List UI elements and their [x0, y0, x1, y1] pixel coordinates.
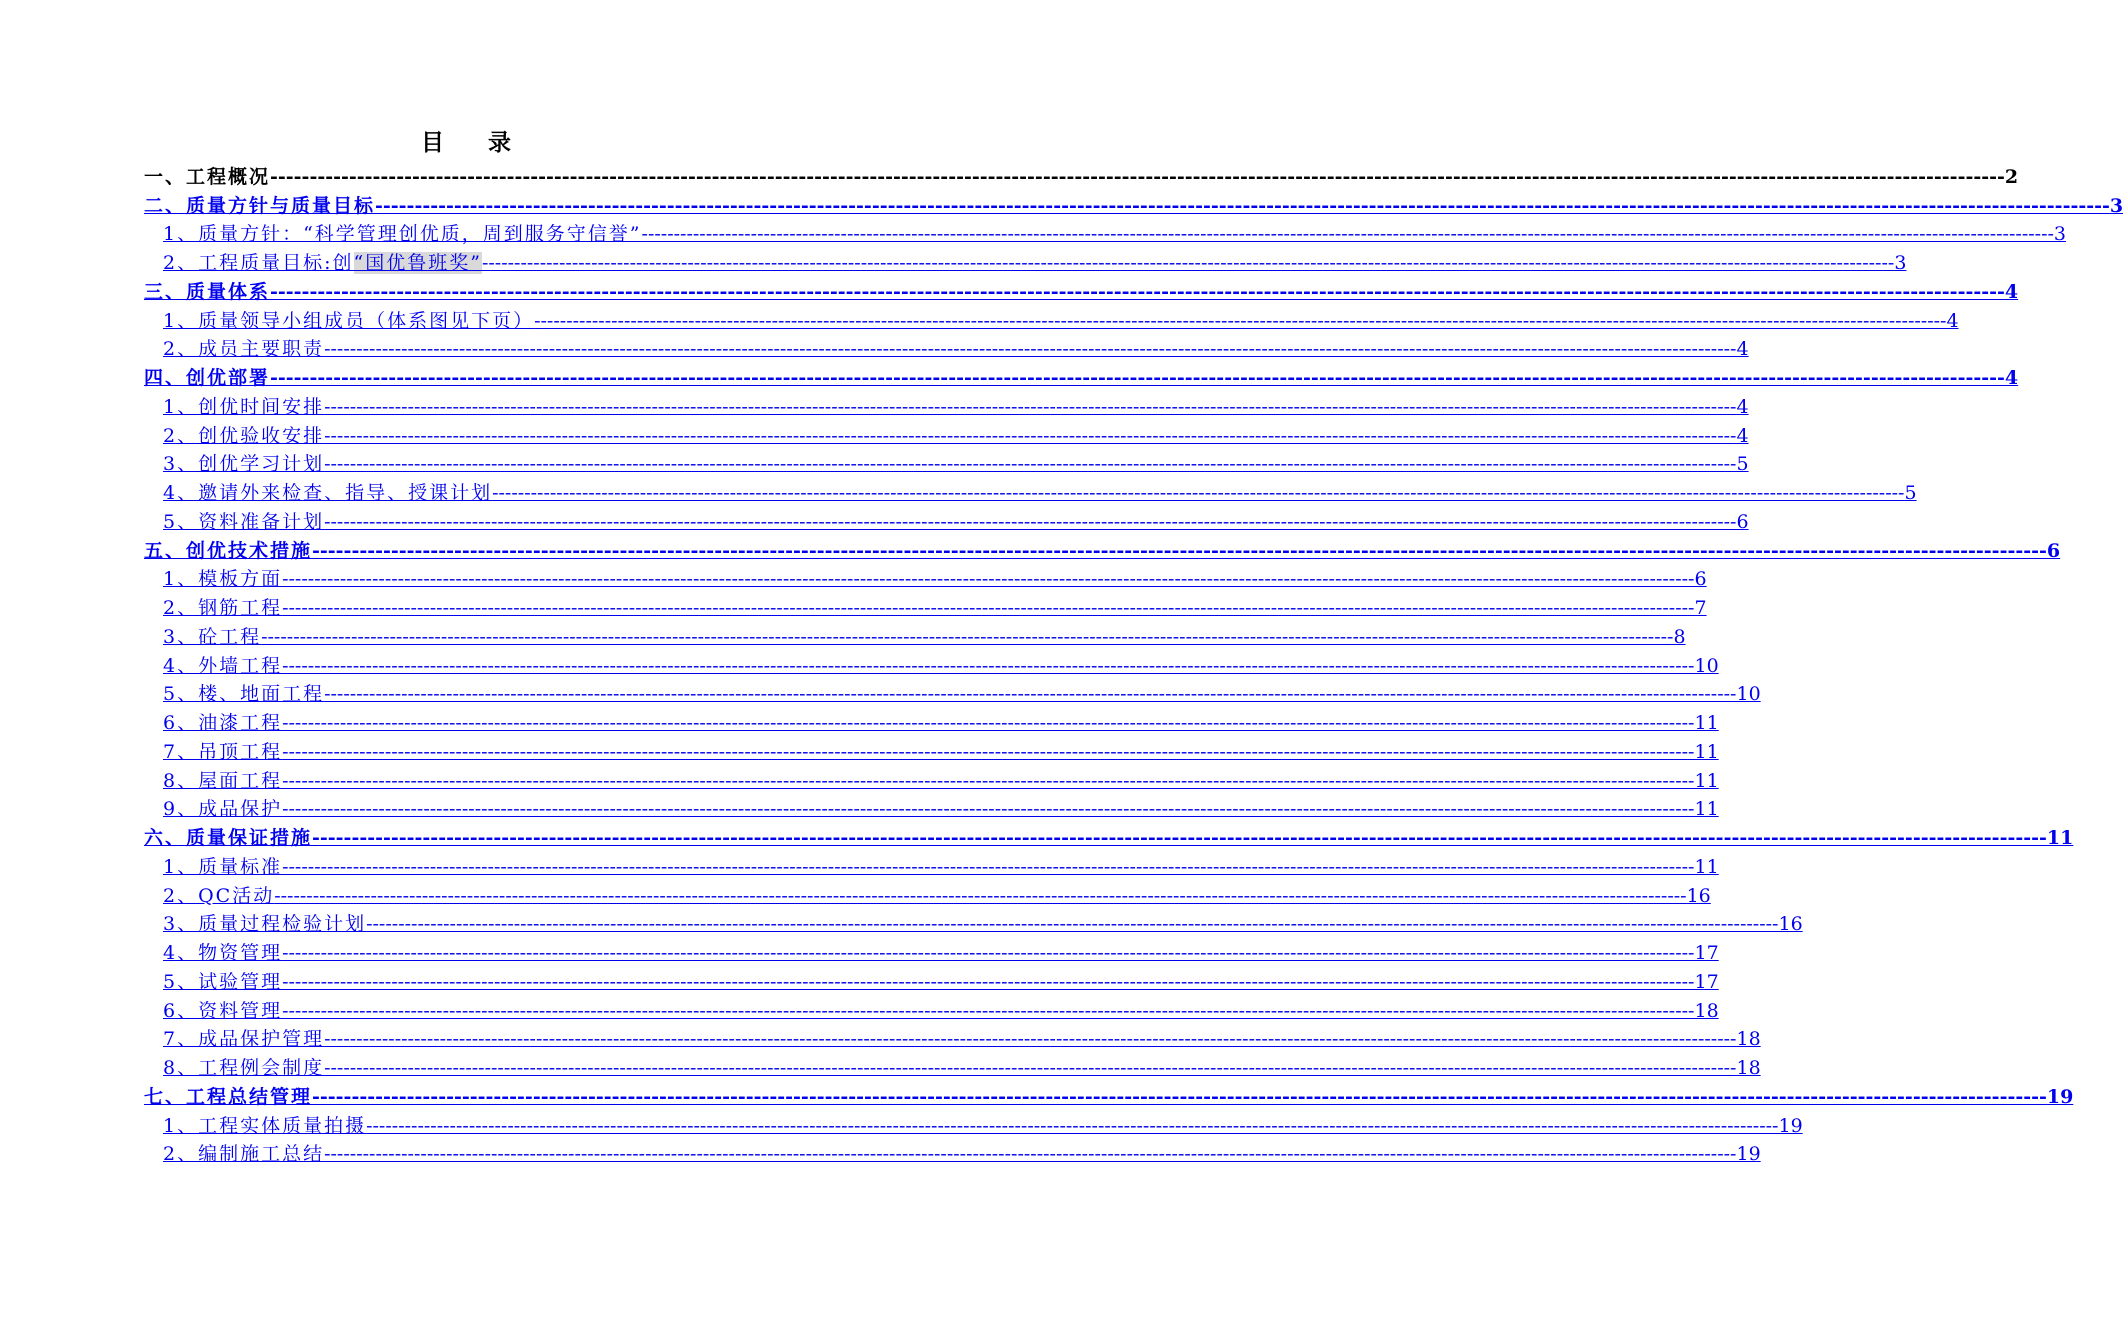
toc-page-number: 11 [1694, 798, 1719, 821]
toc-page-number: 19 [1736, 1143, 1761, 1166]
toc-dot-leader: ---------------------------------------------------------------------------------------------------------------------------------------------------------------------------------------------------------------------------- [270, 280, 2005, 303]
toc-entry-title: 1、质量方针：“科学管理创优质，周到服务守信誉” [163, 223, 642, 246]
toc-dot-leader: ---------------------------------------------------------------------------------------------------------------------------------------------------------------------------------------------------------------------------- [324, 424, 1737, 447]
toc-subsection-entry[interactable] [144, 564, 1707, 593]
toc-section-entry[interactable] [144, 822, 2074, 851]
toc-page-number: 11 [1694, 855, 1719, 878]
toc-page-number: 4 [2004, 280, 2019, 303]
toc-section-entry [144, 161, 2019, 190]
toc-dot-leader: ---------------------------------------------------------------------------------------------------------------------------------------------------------------------------------------------------------------------------- [282, 654, 1695, 677]
toc-subsection-entry[interactable] [144, 851, 1719, 880]
toc-dot-leader: ---------------------------------------------------------------------------------------------------------------------------------------------------------------------------------------------------------------------------- [282, 740, 1695, 763]
toc-page-number: 3 [2053, 223, 2067, 246]
toc-entry-title: 3、质量过程检验计划 [163, 913, 367, 936]
toc-entry-title: 二、质量方针与质量目标 [144, 194, 376, 217]
toc-subsection-entry[interactable] [144, 1052, 1761, 1081]
toc-entry-title: 1、模板方面 [163, 568, 283, 591]
toc-dot-leader: ---------------------------------------------------------------------------------------------------------------------------------------------------------------------------------------------------------------------------- [534, 309, 1947, 332]
toc-entry-title: 4、邀请外来检查、指导、授课计划 [163, 482, 493, 504]
toc-dot-leader: ---------------------------------------------------------------------------------------------------------------------------------------------------------------------------------------------------------------------------- [324, 1057, 1737, 1079]
toc-page-number: 3 [2109, 194, 2123, 217]
toc-dot-leader: ---------------------------------------------------------------------------------------------------------------------------------------------------------------------------------------------------------------------------- [282, 597, 1695, 619]
toc-page-number: 18 [1736, 1057, 1761, 1079]
toc-page-number: 18 [1736, 1028, 1761, 1051]
toc-dot-leader: ---------------------------------------------------------------------------------------------------------------------------------------------------------------------------------------------------------------------------- [274, 884, 1687, 907]
toc-entry-title: 五、创优技术措施 [144, 539, 313, 562]
toc-page-number: 11 [1694, 712, 1719, 734]
toc-page-number: 6 [2046, 539, 2061, 562]
toc-entry-title: 1、质量领导小组成员（体系图见下页） [163, 309, 535, 332]
toc-page-number: 16 [1778, 913, 1803, 936]
toc-dot-leader: ---------------------------------------------------------------------------------------------------------------------------------------------------------------------------------------------------------------------------- [270, 165, 2005, 188]
toc-page-number: 5 [1904, 482, 1917, 504]
toc-subsection-entry[interactable] [144, 1024, 1761, 1053]
toc-entry-title: 三、质量体系 [144, 280, 271, 303]
toc-entry-title: 1、质量标准 [163, 855, 283, 878]
toc-entry-title: 六、质量保证措施 [144, 827, 313, 849]
toc-page-number: 19 [2046, 1085, 2074, 1108]
toc-title: 目 录 [420, 129, 529, 156]
toc-dot-leader: ---------------------------------------------------------------------------------------------------------------------------------------------------------------------------------------------------------------------------- [261, 625, 1674, 648]
toc-subsection-entry[interactable] [144, 880, 1711, 909]
toc-dot-leader: ---------------------------------------------------------------------------------------------------------------------------------------------------------------------------------------------------------------------------- [282, 942, 1695, 964]
toc-subsection-entry[interactable] [144, 247, 1907, 276]
toc-subsection-entry[interactable] [144, 679, 1761, 708]
toc-page-number: 4 [1736, 395, 1749, 418]
toc-dot-leader: ---------------------------------------------------------------------------------------------------------------------------------------------------------------------------------------------------------------------------- [282, 798, 1695, 821]
toc-subsection-entry[interactable] [144, 966, 1719, 995]
toc-entry-title: 6、油漆工程 [163, 712, 283, 734]
toc-subsection-entry[interactable] [144, 420, 1749, 449]
toc-page-number: 2 [2004, 165, 2019, 188]
toc-entry-title: 七、工程总结管理 [144, 1085, 313, 1108]
toc-subsection-entry[interactable] [144, 334, 1749, 363]
toc-entry-title: 9、成品保护 [163, 798, 283, 821]
toc-dot-leader: ---------------------------------------------------------------------------------------------------------------------------------------------------------------------------------------------------------------------------- [324, 1143, 1737, 1166]
toc-page-number: 8 [1673, 625, 1686, 648]
toc-entry-title: 2、钢筋工程 [163, 597, 283, 619]
toc-section-entry[interactable] [144, 276, 2019, 305]
toc-page-number: 6 [1736, 510, 1749, 533]
toc-dot-leader: ---------------------------------------------------------------------------------------------------------------------------------------------------------------------------------------------------------------------------- [282, 712, 1695, 734]
toc-entry-title: 5、楼、地面工程 [163, 683, 325, 706]
toc-dot-leader: ---------------------------------------------------------------------------------------------------------------------------------------------------------------------------------------------------------------------------- [324, 510, 1737, 533]
toc-entry-title: 3、砼工程 [163, 625, 262, 648]
toc-dot-leader: ---------------------------------------------------------------------------------------------------------------------------------------------------------------------------------------------------------------------------- [312, 827, 2047, 849]
toc-page-number: 16 [1686, 884, 1711, 907]
toc-subsection-entry[interactable] [144, 621, 1686, 650]
toc-page-number: 5 [1736, 453, 1749, 476]
toc-dot-leader: ---------------------------------------------------------------------------------------------------------------------------------------------------------------------------------------------------------------------------- [641, 223, 2054, 246]
toc-subsection-entry[interactable] [144, 219, 2067, 248]
toc-subsection-entry[interactable] [144, 707, 1719, 736]
highlighted-text: “国优鲁班奖” [353, 252, 482, 274]
toc-entry-title: 3、创优学习计划 [163, 453, 325, 476]
toc-page-number: 17 [1694, 942, 1719, 964]
toc-dot-leader: ---------------------------------------------------------------------------------------------------------------------------------------------------------------------------------------------------------------------------- [312, 1085, 2047, 1108]
toc-page-number: 19 [1778, 1114, 1803, 1137]
toc-section-entry[interactable] [144, 1081, 2074, 1110]
toc-dot-leader: ---------------------------------------------------------------------------------------------------------------------------------------------------------------------------------------------------------------------------- [492, 482, 1905, 504]
toc-entry-title: 5、资料准备计划 [163, 510, 325, 533]
toc-page-number: 4 [1736, 424, 1749, 447]
toc-page-number: 10 [1694, 654, 1719, 677]
toc-entry-title: 4、物资管理 [163, 942, 283, 964]
toc-dot-leader: ---------------------------------------------------------------------------------------------------------------------------------------------------------------------------------------------------------------------------- [324, 453, 1737, 476]
toc-page-number: 4 [1736, 338, 1749, 361]
toc-subsection-entry[interactable] [144, 794, 1719, 823]
toc-subsection-entry[interactable] [144, 995, 1719, 1024]
toc-page-number: 17 [1694, 970, 1719, 993]
toc-entry-title: 1、创优时间安排 [163, 395, 325, 418]
toc-page-number: 11 [1694, 769, 1719, 792]
toc-entry-title: 2、QC活动 [163, 884, 275, 907]
toc-subsection-entry[interactable] [144, 305, 1959, 334]
toc-entry-title: 2、工程质量目标:创“国优鲁班奖” [163, 252, 482, 274]
toc-dot-leader: ---------------------------------------------------------------------------------------------------------------------------------------------------------------------------------------------------------------------------- [282, 568, 1695, 591]
toc-subsection-entry[interactable] [144, 1139, 1761, 1168]
toc-dot-leader: ---------------------------------------------------------------------------------------------------------------------------------------------------------------------------------------------------------------------------- [324, 1028, 1737, 1051]
toc-entry-title: 2、编制施工总结 [163, 1143, 325, 1166]
toc-subsection-entry[interactable] [144, 592, 1707, 621]
toc-subsection-entry[interactable] [144, 391, 1749, 420]
toc-page-number: 6 [1694, 568, 1707, 591]
toc-page-number: 11 [1694, 740, 1719, 763]
toc-dot-leader: ---------------------------------------------------------------------------------------------------------------------------------------------------------------------------------------------------------------------------- [270, 367, 2005, 389]
toc-entry-title: 1、工程实体质量拍摄 [163, 1114, 367, 1137]
toc-dot-leader: ---------------------------------------------------------------------------------------------------------------------------------------------------------------------------------------------------------------------------- [312, 539, 2047, 562]
toc-dot-leader: ---------------------------------------------------------------------------------------------------------------------------------------------------------------------------------------------------------------------------- [324, 338, 1737, 361]
toc-page-number: 4 [1946, 309, 1959, 332]
toc-page-number: 10 [1736, 683, 1761, 706]
toc-page-number: 3 [1894, 252, 1907, 274]
toc-subsection-entry[interactable] [144, 736, 1719, 765]
toc-dot-leader: ---------------------------------------------------------------------------------------------------------------------------------------------------------------------------------------------------------------------------- [324, 683, 1737, 706]
toc-dot-leader: ---------------------------------------------------------------------------------------------------------------------------------------------------------------------------------------------------------------------------- [282, 999, 1695, 1022]
toc-entry-title: 4、外墙工程 [163, 654, 283, 677]
toc-page-number: 7 [1694, 597, 1707, 619]
toc-entry-title: 8、屋面工程 [163, 769, 283, 792]
toc-section-entry[interactable] [144, 362, 2019, 391]
toc-dot-leader: ---------------------------------------------------------------------------------------------------------------------------------------------------------------------------------------------------------------------------- [366, 1114, 1779, 1137]
toc-page-number: 11 [2046, 827, 2074, 849]
toc-subsection-entry[interactable] [144, 477, 1917, 506]
toc-entry-title: 四、创优部署 [144, 367, 271, 389]
toc-section-entry[interactable] [144, 535, 2061, 564]
toc-subsection-entry[interactable] [144, 650, 1719, 679]
toc-subsection-entry[interactable] [144, 937, 1719, 966]
toc-subsection-entry[interactable] [144, 506, 1749, 535]
toc-dot-leader: ---------------------------------------------------------------------------------------------------------------------------------------------------------------------------------------------------------------------------- [282, 769, 1695, 792]
toc-page-number: 18 [1694, 999, 1719, 1022]
toc-entry-title: 7、吊顶工程 [163, 740, 283, 763]
toc-subsection-entry[interactable] [144, 449, 1749, 478]
toc-dot-leader: ---------------------------------------------------------------------------------------------------------------------------------------------------------------------------------------------------------------------------- [282, 855, 1695, 878]
toc-dot-leader: ---------------------------------------------------------------------------------------------------------------------------------------------------------------------------------------------------------------------------- [324, 395, 1737, 418]
toc-subsection-entry[interactable] [144, 765, 1719, 794]
toc-subsection-entry[interactable] [144, 909, 1803, 938]
toc-subsection-entry[interactable] [144, 1110, 1803, 1139]
toc-entry-title: 2、成员主要职责 [163, 338, 325, 361]
toc-entry-title: 8、工程例会制度 [163, 1057, 325, 1079]
toc-entry-title: 6、资料管理 [163, 999, 283, 1022]
toc-entry-title: 7、成品保护管理 [163, 1028, 325, 1051]
toc-dot-leader: ---------------------------------------------------------------------------------------------------------------------------------------------------------------------------------------------------------------------------- [366, 913, 1779, 936]
toc-page-number: 4 [2004, 367, 2019, 389]
toc-dot-leader: ---------------------------------------------------------------------------------------------------------------------------------------------------------------------------------------------------------------------------- [375, 194, 2110, 217]
toc-section-entry[interactable] [144, 190, 2123, 219]
toc-entry-title: 一、工程概况 [144, 165, 271, 188]
toc-entry-title: 2、创优验收安排 [163, 424, 325, 447]
toc-dot-leader: ---------------------------------------------------------------------------------------------------------------------------------------------------------------------------------------------------------------------------- [481, 252, 1895, 274]
toc-entry-title: 5、试验管理 [163, 970, 283, 993]
toc-dot-leader: ---------------------------------------------------------------------------------------------------------------------------------------------------------------------------------------------------------------------------- [282, 970, 1695, 993]
table-of-contents [144, 161, 2123, 1167]
